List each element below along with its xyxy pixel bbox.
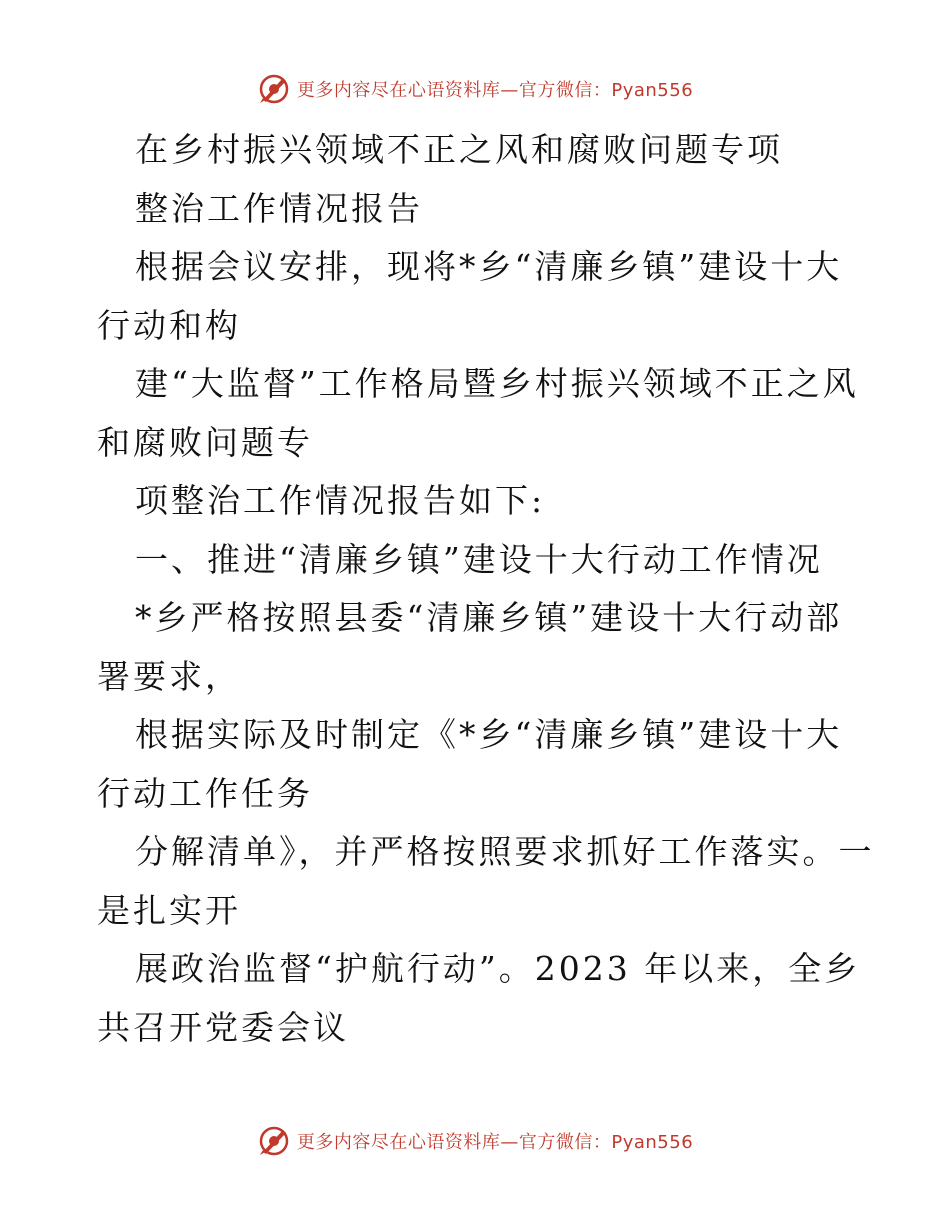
title-line-1: 在乡村振兴领域不正之风和腐败问题专项 bbox=[135, 130, 783, 169]
watermark-text: 更多内容尽在心语资料库—官方微信：Pyan556 bbox=[296, 80, 694, 101]
paragraph-line: 署要求， bbox=[97, 656, 241, 696]
section-heading: 一、推进“清廉乡镇”建设十大行动工作情况 bbox=[135, 539, 823, 579]
title-line-2: 整治工作情况报告 bbox=[135, 188, 423, 228]
document-body bbox=[97, 121, 875, 1057]
paragraph-line: 行动工作任务 bbox=[97, 773, 313, 813]
paragraph-line: 分解清单》，并严格按照要求抓好工作落实。一 bbox=[135, 832, 875, 871]
paragraph-line: 根据会议安排，现将*乡“清廉乡镇”建设十大 bbox=[135, 247, 843, 286]
paragraph-line: 建“大监督”工作格局暨乡村振兴领域不正之风 bbox=[135, 364, 859, 403]
paragraph-line: 共召开党委会议 bbox=[97, 1007, 349, 1047]
watermark-text: 更多内容尽在心语资料库—官方微信：Pyan556 bbox=[296, 1132, 694, 1153]
paragraph-line: 展政治监督“护航行动”。2023 年以来，全乡 bbox=[135, 949, 861, 988]
paragraph-line: 项整治工作情况报告如下: bbox=[135, 481, 546, 520]
paragraph-line: 根据实际及时制定《*乡“清廉乡镇”建设十大 bbox=[135, 715, 843, 754]
quill-seal-icon bbox=[257, 72, 291, 106]
paragraph-line: 和腐败问题专 bbox=[97, 422, 313, 462]
paragraph-line: 是扎实开 bbox=[97, 890, 241, 930]
footer-watermark bbox=[0, 1124, 950, 1158]
header-watermark bbox=[0, 72, 950, 106]
quill-seal-icon bbox=[257, 1124, 291, 1158]
paragraph-line: *乡严格按照县委“清廉乡镇”建设十大行动部 bbox=[135, 598, 843, 637]
paragraph-line: 行动和构 bbox=[97, 305, 241, 345]
